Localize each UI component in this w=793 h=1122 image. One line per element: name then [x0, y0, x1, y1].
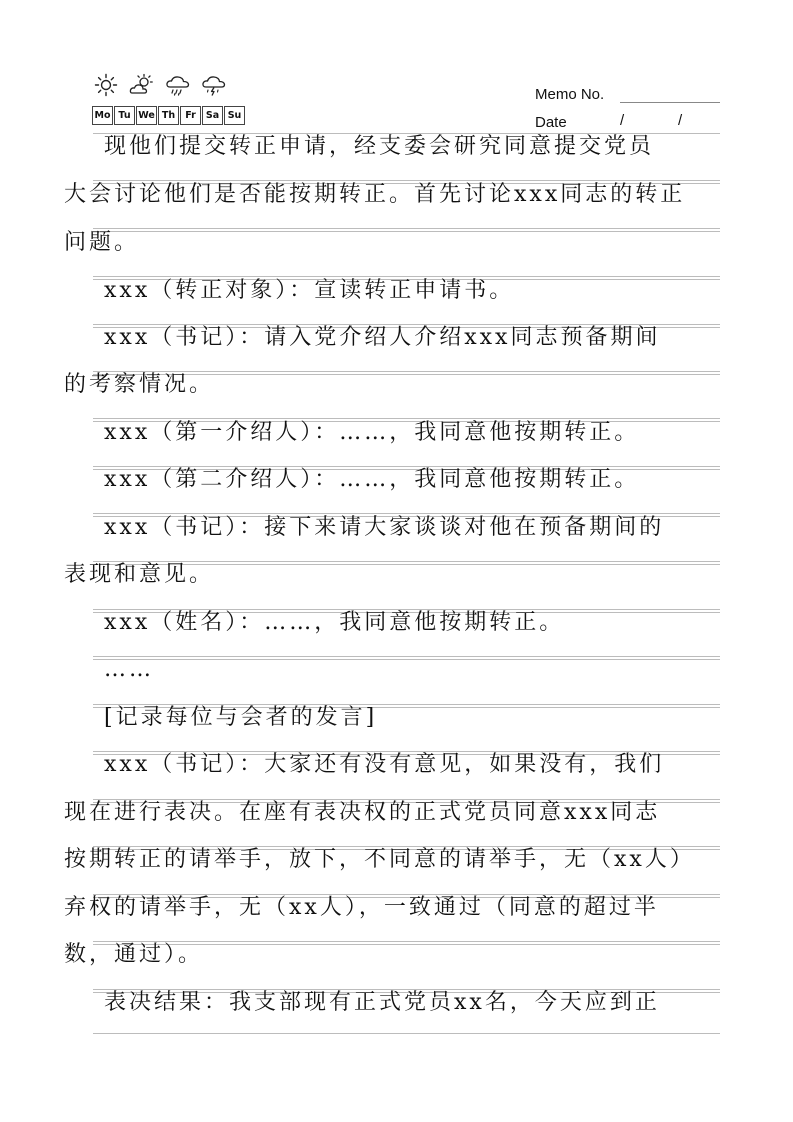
text-line: 现他们提交转正申请，经支委会研究同意提交党员 [104, 134, 655, 159]
weekday-fr[interactable]: Fr [180, 106, 201, 125]
text-line: 弃权的请举手，无（xx人），一致通过（同意的超过半 [64, 895, 659, 920]
date-label: Date [535, 114, 567, 131]
rule-line [93, 656, 720, 657]
text-line: 按期转正的请举手，放下，不同意的请举手，无（xx人） [64, 847, 695, 872]
partly-cloudy-icon[interactable] [128, 72, 156, 98]
text-line: xxx（书记）：大家还有没有意见，如果没有，我们 [104, 752, 665, 777]
memo-number-label: Memo No. [535, 86, 605, 103]
weather-icon-row [92, 72, 228, 98]
text-line: 现在进行表决。在座有表决权的正式党员同意xxx同志 [64, 800, 661, 825]
memo-number-field[interactable] [620, 102, 720, 103]
sunny-icon[interactable] [92, 72, 120, 98]
thunderstorm-icon[interactable] [200, 72, 228, 98]
text-line: 大会讨论他们是否能按期转正。首先讨论xxx同志的转正 [64, 182, 686, 207]
rule-line [93, 659, 720, 660]
text-line: 的考察情况。 [64, 372, 215, 397]
weekday-selector [92, 106, 246, 125]
text-line: 表决结果：我支部现有正式党员xx名，今天应到正 [104, 990, 660, 1015]
date-separator: / [620, 112, 625, 129]
memo-header [0, 0, 793, 135]
rule-line [93, 228, 720, 229]
text-line: 问题。 [64, 230, 140, 255]
weekday-we[interactable]: We [136, 106, 157, 125]
text-line: 数，通过）。 [64, 942, 204, 967]
text-line: xxx（书记）：接下来请大家谈谈对他在预备期间的 [104, 515, 665, 540]
weekday-sa[interactable]: Sa [202, 106, 223, 125]
rule-line [93, 1033, 720, 1034]
weekday-mo[interactable]: Mo [92, 106, 113, 125]
weekday-th[interactable]: Th [158, 106, 179, 125]
text-line: 表现和意见。 [64, 562, 215, 587]
rain-icon[interactable] [164, 72, 192, 98]
date-separator: / [678, 112, 683, 129]
text-line: …… [104, 657, 154, 682]
text-line: xxx（第一介绍人）：……，我同意他按期转正。 [104, 420, 640, 445]
weekday-tu[interactable]: Tu [114, 106, 135, 125]
rule-line [93, 231, 720, 232]
text-line: [记录每位与会者的发言] [104, 705, 378, 730]
weekday-su[interactable]: Su [224, 106, 245, 125]
text-line: xxx（转正对象）：宣读转正申请书。 [104, 278, 515, 303]
text-line: xxx（书记）：请入党介绍人介绍xxx同志预备期间 [104, 325, 661, 350]
text-line: xxx（姓名）：……，我同意他按期转正。 [104, 610, 565, 635]
text-line: xxx（第二介绍人）：……，我同意他按期转正。 [104, 467, 640, 492]
